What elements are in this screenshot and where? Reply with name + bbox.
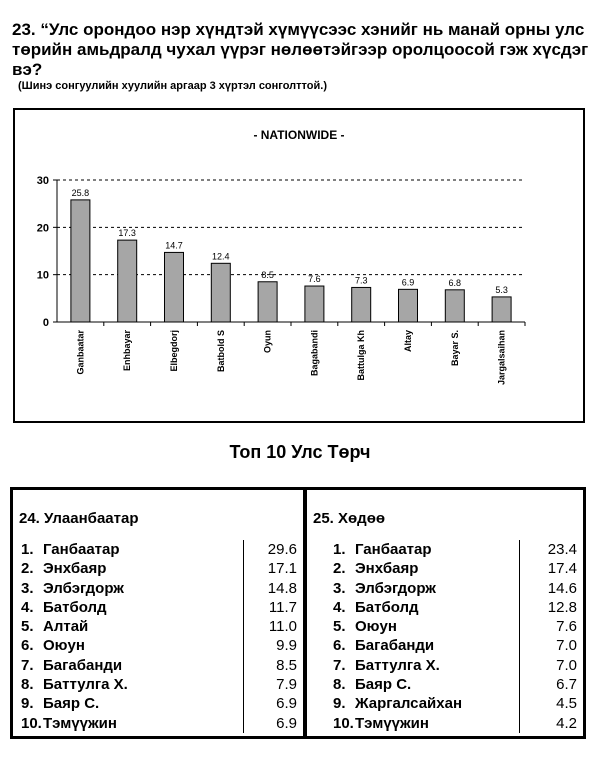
politician-name: Тэмүүжин	[355, 714, 429, 732]
data-label: 6.8	[448, 277, 462, 288]
x-tick-label: Altay	[403, 330, 413, 353]
rank-number: 8.	[21, 676, 34, 694]
politician-name: Батболд	[43, 598, 107, 616]
list-item	[307, 617, 583, 636]
list-item	[307, 579, 583, 598]
x-tick-label: Battulga Kh	[356, 330, 367, 381]
list-item	[307, 598, 583, 617]
percent-value: 8.5	[276, 656, 297, 674]
bar	[352, 287, 371, 322]
politician-name: Элбэгдорж	[43, 579, 124, 597]
percent-value: 7.6	[556, 618, 577, 636]
percent-value: 7.9	[276, 676, 297, 694]
politician-name: Баяр С.	[43, 695, 100, 713]
politician-name: Баттулга Х.	[355, 656, 440, 674]
question-note: (Шинэ сонгуулийн хуулийн аргаар 3 хүртэл сонголттой.)	[18, 80, 327, 92]
politician-name: Энхбаяр	[43, 560, 107, 578]
bar	[445, 290, 464, 322]
percent-value: 6.7	[556, 676, 577, 694]
ulaanbaatar-title: 24. Улаанбаатар	[19, 510, 139, 527]
politician-name: Багабанди	[43, 656, 123, 674]
percent-value: 6.9	[276, 695, 297, 713]
percent-value: 6.9	[276, 714, 297, 732]
data-label: 12.4	[212, 251, 230, 262]
politician-name: Оюун	[43, 637, 85, 655]
bar	[71, 200, 90, 322]
percent-value: 29.6	[267, 541, 297, 558]
politician-name: Элбэгдорж	[355, 579, 436, 597]
rank-number: 10.	[21, 714, 42, 732]
rank-number: 4.	[333, 598, 346, 616]
list-item	[307, 694, 583, 713]
rank-number: 7.	[21, 656, 34, 674]
bar	[258, 282, 277, 322]
countryside-list	[307, 540, 583, 733]
data-label: 5.3	[495, 284, 508, 295]
politician-name: Ганбаатар	[43, 541, 120, 558]
percent-value: 7.0	[556, 656, 577, 674]
politician-name: Алтай	[43, 618, 89, 636]
bar	[305, 286, 324, 322]
rank-number: 3.	[333, 579, 346, 597]
y-tick-label: 20	[36, 222, 49, 235]
rank-number: 2.	[333, 560, 346, 578]
data-label: 7.3	[354, 275, 368, 286]
rank-number: 10.	[333, 714, 354, 732]
list-item	[307, 656, 583, 675]
x-tick-label: Ganbaatar	[75, 330, 86, 375]
countryside-title: 25. Хөдөө	[313, 510, 386, 527]
percent-value: 23.4	[547, 541, 577, 558]
list-item	[13, 598, 303, 617]
rank-number: 6.	[333, 637, 346, 655]
x-tick-label: Batbold S	[215, 330, 226, 372]
list-item	[307, 636, 583, 655]
list-item	[307, 675, 583, 694]
bar	[165, 252, 184, 322]
y-tick-label: 10	[36, 269, 49, 282]
percent-value: 17.1	[267, 560, 297, 578]
politician-name: Баттулга Х.	[43, 676, 128, 694]
x-tick-label: Elbegdorj	[169, 330, 179, 372]
chart-title: - NATIONWIDE -	[253, 128, 345, 142]
data-label: 7.6	[308, 274, 321, 285]
politician-name: Энхбаяр	[355, 560, 419, 578]
percent-value: 4.2	[556, 714, 577, 732]
percent-value: 11.0	[268, 618, 297, 636]
y-tick-label: 0	[42, 317, 49, 329]
list-item	[13, 540, 303, 559]
bar	[118, 240, 137, 322]
rank-number: 5.	[333, 618, 346, 636]
rank-number: 8.	[333, 676, 346, 694]
bar-chart-svg	[15, 110, 583, 421]
data-label: 14.7	[165, 240, 183, 251]
percent-value: 12.8	[547, 598, 577, 616]
top10-heading: Топ 10 Улс Төрч	[229, 442, 371, 462]
politician-name: Багабанди	[355, 637, 435, 655]
y-tick-label: 30	[36, 175, 49, 187]
rank-number: 2.	[21, 560, 34, 578]
data-label: 25.8	[71, 187, 90, 198]
percent-value: 17.4	[547, 560, 577, 578]
x-tick-label: Oyun	[262, 330, 273, 354]
rank-number: 7.	[333, 656, 346, 674]
list-item	[307, 714, 583, 733]
rank-number: 1.	[333, 541, 346, 558]
question-title: 23. “Улс орондоо нэр хүндтэй хүмүүсээс хэнийг нь манай орны улс төрийн амьдралд чухал үүрэг нөлөөтэйгээр оролцоосой гэж хүсдэг вэ?	[12, 20, 589, 79]
bar	[492, 297, 511, 322]
politician-name: Батболд	[355, 598, 419, 616]
countryside-panel	[304, 487, 586, 739]
data-label: 17.3	[118, 228, 136, 239]
politician-name: Ганбаатар	[355, 541, 432, 558]
nationwide-chart	[13, 108, 585, 423]
rank-number: 4.	[21, 598, 34, 616]
bar	[211, 263, 230, 322]
x-tick-label: Jargalsaihan	[496, 329, 507, 386]
politician-name: Тэмүүжин	[43, 714, 117, 732]
list-item	[13, 675, 303, 694]
percent-value: 7.0	[556, 637, 577, 655]
x-tick-label: Enhbayar	[122, 330, 133, 372]
bar	[399, 289, 418, 322]
list-item	[307, 559, 583, 578]
x-tick-label: Bagabandi	[309, 330, 320, 377]
ulaanbaatar-list	[13, 540, 303, 733]
list-item	[13, 694, 303, 713]
ulaanbaatar-panel	[10, 487, 306, 739]
rank-number: 3.	[21, 579, 34, 597]
x-tick-label: Bayar S.	[449, 330, 460, 367]
rank-number: 9.	[333, 695, 346, 713]
list-item	[13, 559, 303, 578]
rank-number: 9.	[21, 695, 34, 713]
rank-number: 1.	[21, 541, 34, 558]
rank-number: 6.	[21, 637, 34, 655]
data-label: 6.9	[401, 277, 415, 288]
politician-name: Баяр С.	[355, 676, 412, 694]
rank-number: 5.	[21, 618, 34, 636]
percent-value: 4.5	[556, 695, 577, 713]
list-item	[13, 579, 303, 598]
percent-value: 14.8	[267, 579, 297, 597]
percent-value: 14.6	[547, 579, 577, 597]
list-item	[13, 636, 303, 655]
percent-value: 9.9	[276, 637, 297, 655]
percent-value: 11.7	[268, 598, 297, 616]
politician-name: Оюун	[355, 618, 397, 636]
list-item	[13, 617, 303, 636]
politician-name: Жаргалсайхан	[355, 695, 462, 713]
list-item	[13, 714, 303, 733]
data-label: 8.5	[261, 269, 274, 280]
list-item	[13, 656, 303, 675]
list-item	[307, 540, 583, 559]
